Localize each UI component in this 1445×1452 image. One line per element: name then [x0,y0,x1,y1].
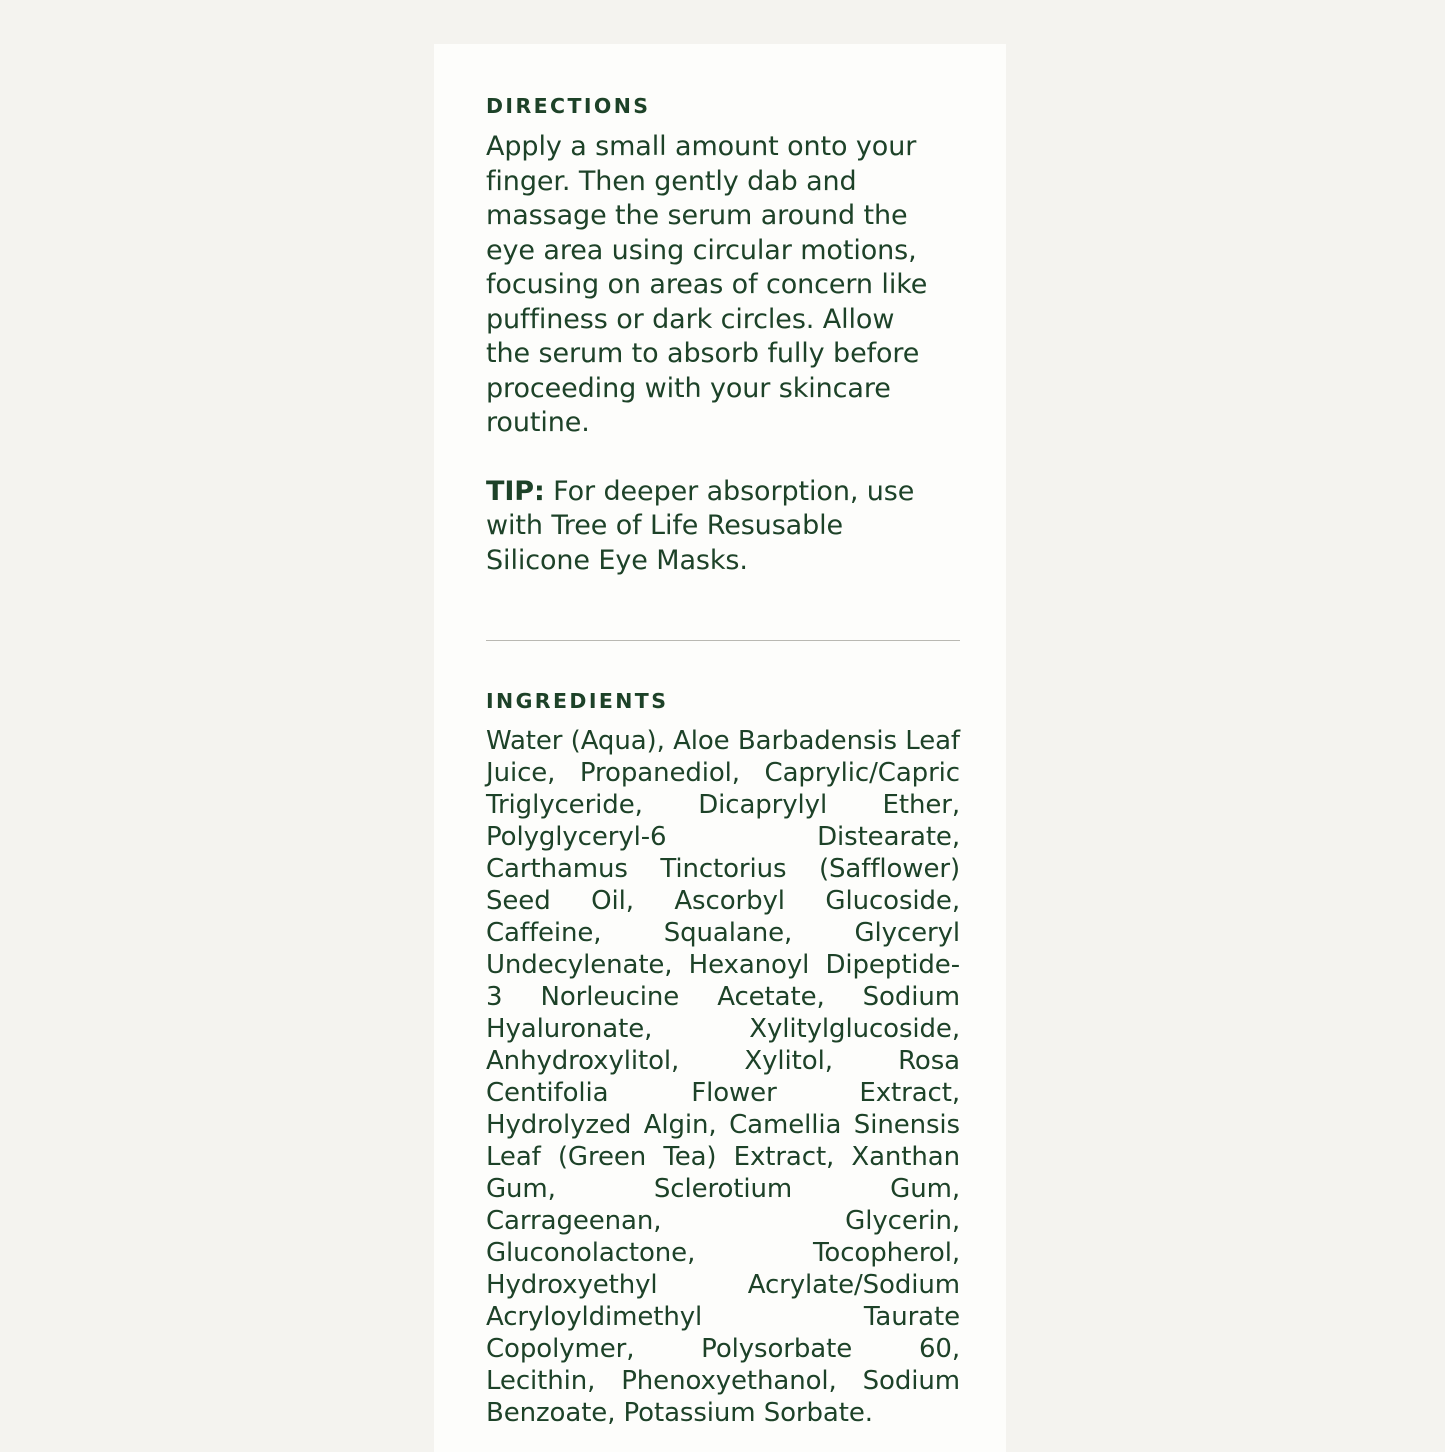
tip-block [486,475,938,579]
tip-label: TIP: [486,475,545,507]
directions-body-text: Apply a small amount onto your finger. Then gently dab and massage the serum around the eye area using circular motions, focusing on areas of concern like puffiness or dark circles. Allow the serum to absorb fully before proceeding with your skincare routine. [486,131,928,438]
directions-heading: DIRECTIONS [486,94,651,118]
ingredients-body-text: Water (Aqua), Aloe Barbadensis Leaf Juice, Propanediol, Caprylic/Capric Triglyceride, Dicaprylyl Ether, Polyglyceryl-6 Distearate, Carthamus Tinctorius (Safflower) Seed Oil, Ascorbyl Glucoside, Caffeine, Squalane, Glyceryl Undecylenate, Hexanoyl Dipeptide-3 Norleucine Acetate, Sodium Hyaluronate, Xylitylglucoside, Anhydroxylitol, Xylitol, Rosa Centifolia Flower Extract, Hydrolyzed Algin, Camellia Sinensis Leaf (Green Tea) Extract, Xanthan Gum, Sclerotium Gum, Carrageenan, Glycerin, Gluconolactone, Tocopherol, Hydroxyethyl Acrylate/Sodium Acryloyldimethyl Taurate Copolymer, Polysorbate 60, Lecithin, Phenoxyethanol, Sodium Benzoate, Potassium Sorbate. [486,726,960,1428]
section-divider [486,640,960,641]
tip-text: For deeper absorption, use with Tree of Life Resusable Silicone Eye Masks. [486,475,915,576]
product-label-panel [434,44,1006,1452]
ingredients-heading: INGREDIENTS [486,689,669,713]
ingredients-section [486,689,960,1429]
label-content [486,94,960,1429]
